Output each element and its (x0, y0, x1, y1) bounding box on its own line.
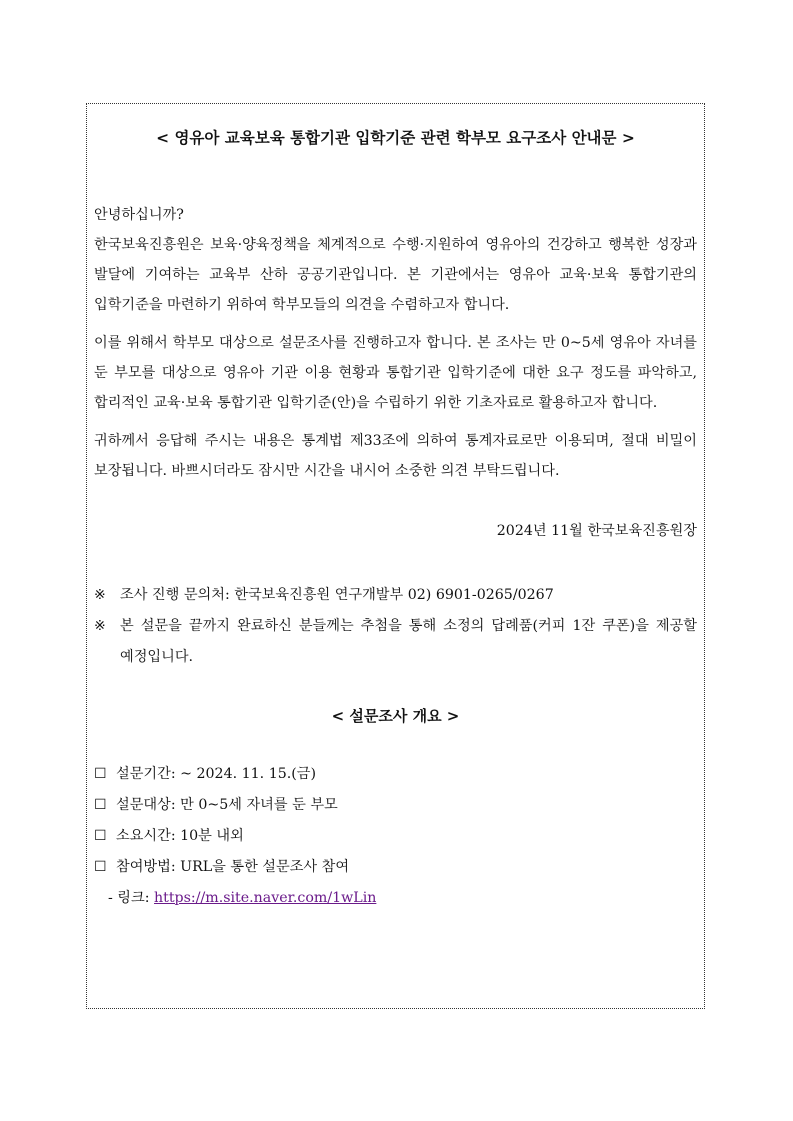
greeting: 안녕하십니까? (94, 207, 184, 223)
overview-period: 설문기간: ~ 2024. 11. 15.(금) (116, 766, 317, 782)
overview-target: 설문대상: 만 0~5세 자녀를 둔 부모 (116, 797, 338, 813)
survey-link-line (94, 883, 697, 914)
overview-method: 참여방법: URL을 통한 설문조사 참여 (116, 859, 350, 875)
notes-list (94, 580, 697, 673)
note-item (94, 580, 697, 611)
checkbox-icon: ☐ (94, 828, 107, 844)
notice-frame (86, 103, 705, 1009)
link-prefix: - 링크: (108, 890, 155, 906)
overview-title: < 설문조사 개요 > (331, 707, 460, 725)
reference-mark-icon: ※ (94, 618, 106, 634)
overview-item (94, 759, 697, 790)
paragraph-purpose: 이를 위해서 학부모 대상으로 설문조사를 진행하고자 합니다. 본 조사는 만 0~5세 영유아 자녀를 둔 부모를 대상으로 영유아 기관 이용 현황과 통합기관 입학기준에 대한 요구 정도를 파악하고, 합리적인 교육·보육 통합기관 입학기준(안)을 수립하기 위한 기초자료로 활용하고자 합니다. (94, 335, 697, 411)
notice-body (94, 200, 697, 914)
reference-mark-icon: ※ (94, 587, 106, 603)
overview-item (94, 821, 697, 852)
paragraph-confidentiality: 귀하께서 응답해 주시는 내용은 통계법 제33조에 의하여 통계자료로만 이용되며, 절대 비밀이 보장됩니다. 바쁘시더라도 잠시만 시간을 내시어 소중한 의견 부탁드립니다. (94, 433, 697, 479)
note-contact: 조사 진행 문의처: 한국보육진흥원 연구개발부 02) 6901-0265/0267 (120, 587, 554, 603)
note-reward: 본 설문을 끝까지 완료하신 분들께는 추첨을 통해 소정의 답례품(커피 1잔 쿠폰)을 제공할 예정입니다. (120, 618, 697, 665)
paragraph-intro: 한국보육진흥원은 보육·양육정책을 체계적으로 수행·지원하여 영유아의 건강하고 행복한 성장과 발달에 기여하는 교육부 산하 공공기관입니다. 본 기관에서는 영유아 교육·보육 통합기관의 입학기준을 마련하기 위하여 학부모들의 의견을 수렴하고자 합니다. (94, 237, 697, 313)
overview-item (94, 790, 697, 821)
overview-list (94, 759, 697, 914)
survey-link[interactable]: https://m.site.naver.com/1wLin (154, 890, 377, 906)
notice-title: < 영유아 교육보육 통합기관 입학기준 관련 학부모 요구조사 안내문 > (156, 129, 635, 147)
note-item (94, 611, 697, 673)
signature-line: 2024년 11월 한국보육진흥원장 (496, 523, 697, 539)
checkbox-icon: ☐ (94, 797, 107, 813)
checkbox-icon: ☐ (94, 859, 107, 875)
overview-item (94, 852, 697, 883)
overview-duration: 소요시간: 10분 내외 (116, 828, 244, 844)
checkbox-icon: ☐ (94, 766, 107, 782)
